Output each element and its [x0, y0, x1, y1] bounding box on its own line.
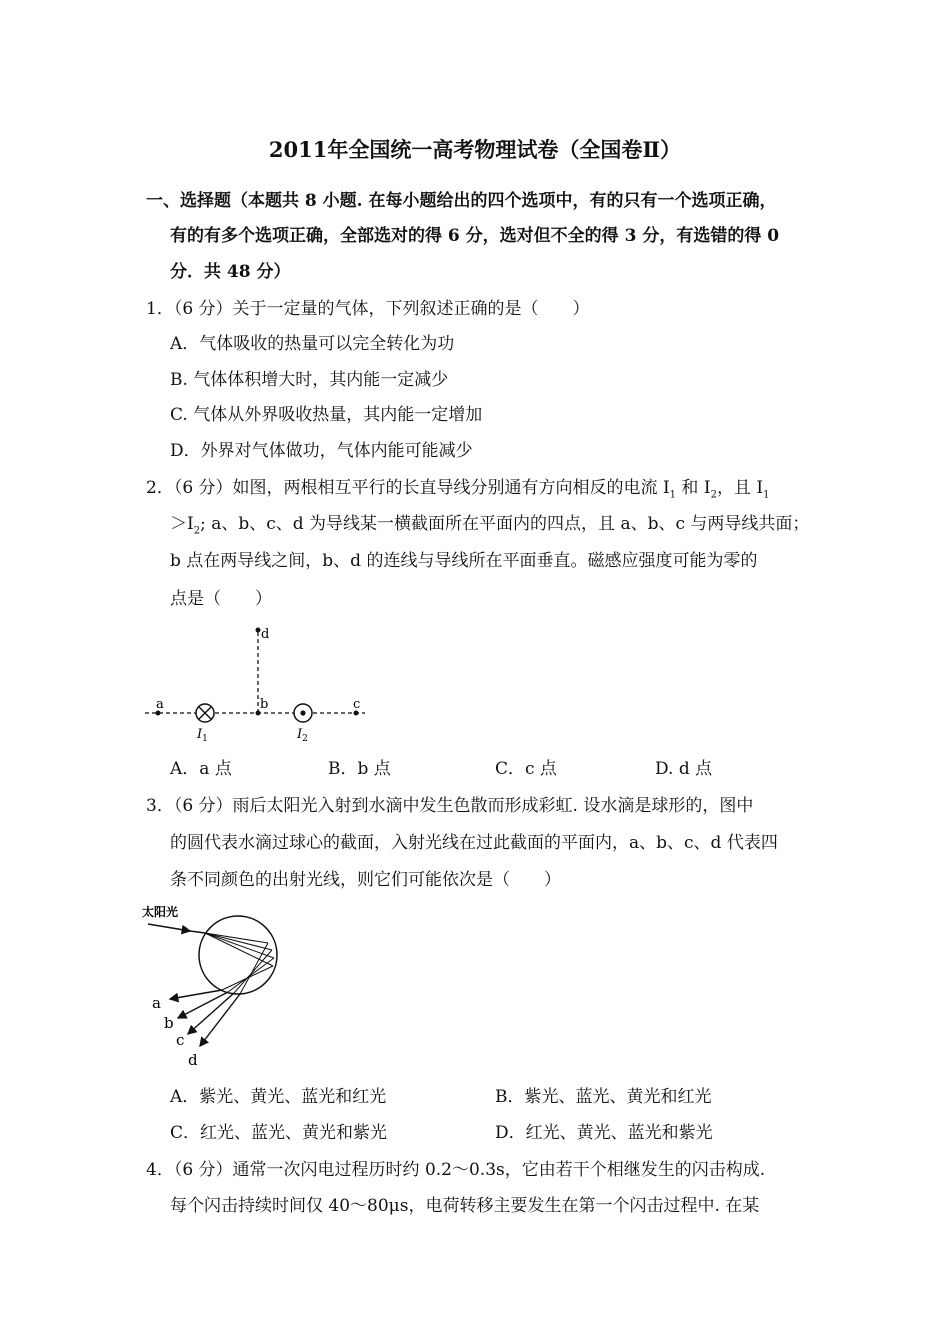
q3-option-b: B．紫光、蓝光、黄光和红光 — [495, 1087, 712, 1107]
q2-stem-line-1: 2．（6 分）如图，两根相互平行的长直导线分别通有方向相反的电流 $I_1$ 和 $I_2$，且 $I_1$ — [146, 478, 770, 501]
ray-label-c: c — [176, 1031, 185, 1049]
section-header-line-1: 一、选择题（本题共 8 小题. 在每小题给出的四个选项中，有的只有一个选项正确， — [146, 191, 777, 211]
q2-option-b: B．b 点 — [328, 759, 391, 779]
point-d-dot — [256, 628, 261, 633]
q1-option-b: B. 气体体积增大时，其内能一定减少 — [170, 370, 449, 390]
section-header-line-2: 有的有多个选项正确，全部选对的得 6 分，选对但不全的得 3 分，有选错的得 0 — [170, 226, 780, 246]
label-d: d — [261, 627, 270, 642]
q2-wire-figure — [140, 618, 380, 748]
label-b: b — [260, 697, 269, 712]
q2-stem-line-2: $>I_2$; a、b、c、d 为导线某一横截面所在平面内的四点，且 a、b、c 与两导线共面； — [170, 514, 810, 537]
q1-option-a: A．气体吸收的热量可以完全转化为功 — [170, 334, 455, 354]
page-title: 2011年全国统一高考物理试卷（全国卷Ⅱ） — [268, 137, 682, 162]
ray-label-a: a — [152, 994, 161, 1012]
q4-stem-line-1: 4．（6 分）通常一次闪电过程历时约 0.2～0.3s，它由若干个相继发生的闪击构成. — [146, 1160, 766, 1180]
label-a: a — [156, 697, 164, 712]
q3-stem-line-1: 3．（6 分）雨后太阳光入射到水滴中发生色散而形成彩虹. 设水滴是球形的，图中 — [146, 796, 754, 816]
q3-option-d: D．红光、黄光、蓝光和紫光 — [495, 1123, 713, 1143]
q3-stem-line-2: 的圆代表水滴过球心的截面，入射光线在过此截面的平面内，a、b、c、d 代表四 — [170, 833, 778, 853]
current-into-page-icon — [196, 704, 214, 722]
q2-option-c: C．c 点 — [495, 759, 557, 779]
q3-stem-line-3: 条不同颜色的出射光线，则它们可能依次是（ ） — [170, 870, 561, 890]
sunlight-label: 太阳光 — [142, 905, 179, 919]
ray-label-b: b — [164, 1014, 174, 1032]
q1-option-c: C. 气体从外界吸收热量，其内能一定增加 — [170, 405, 483, 425]
q4-stem-line-2: 每个闪击持续时间仅 40～80μs，电荷转移主要发生在第一个闪击过程中. 在某 — [170, 1196, 760, 1216]
label-i2: $I_2$ — [297, 727, 308, 744]
label-c: c — [353, 697, 361, 712]
label-i1: $I_1$ — [197, 727, 208, 744]
q1-option-d: D．外界对气体做功，气体内能可能减少 — [170, 441, 473, 461]
q2-option-a: A．a 点 — [170, 759, 232, 779]
q3-raindrop-figure — [140, 898, 300, 1078]
ray-label-d: d — [188, 1051, 198, 1069]
q2-stem-line-3: b 点在两导线之间，b、d 的连线与导线所在平面垂直。磁感应强度可能为零的 — [170, 551, 758, 571]
q2-stem-line-4: 点是（ ） — [170, 589, 272, 609]
section-header-line-3: 分．共 48 分） — [170, 262, 291, 282]
current-out-of-page-icon — [294, 704, 312, 722]
q2-option-d: D. d 点 — [655, 759, 713, 779]
q3-option-a: A．紫光、黄光、蓝光和红光 — [170, 1087, 387, 1107]
q1-stem: 1．（6 分）关于一定量的气体，下列叙述正确的是（ ） — [146, 299, 590, 319]
q3-option-c: C．红光、蓝光、黄光和紫光 — [170, 1123, 388, 1143]
